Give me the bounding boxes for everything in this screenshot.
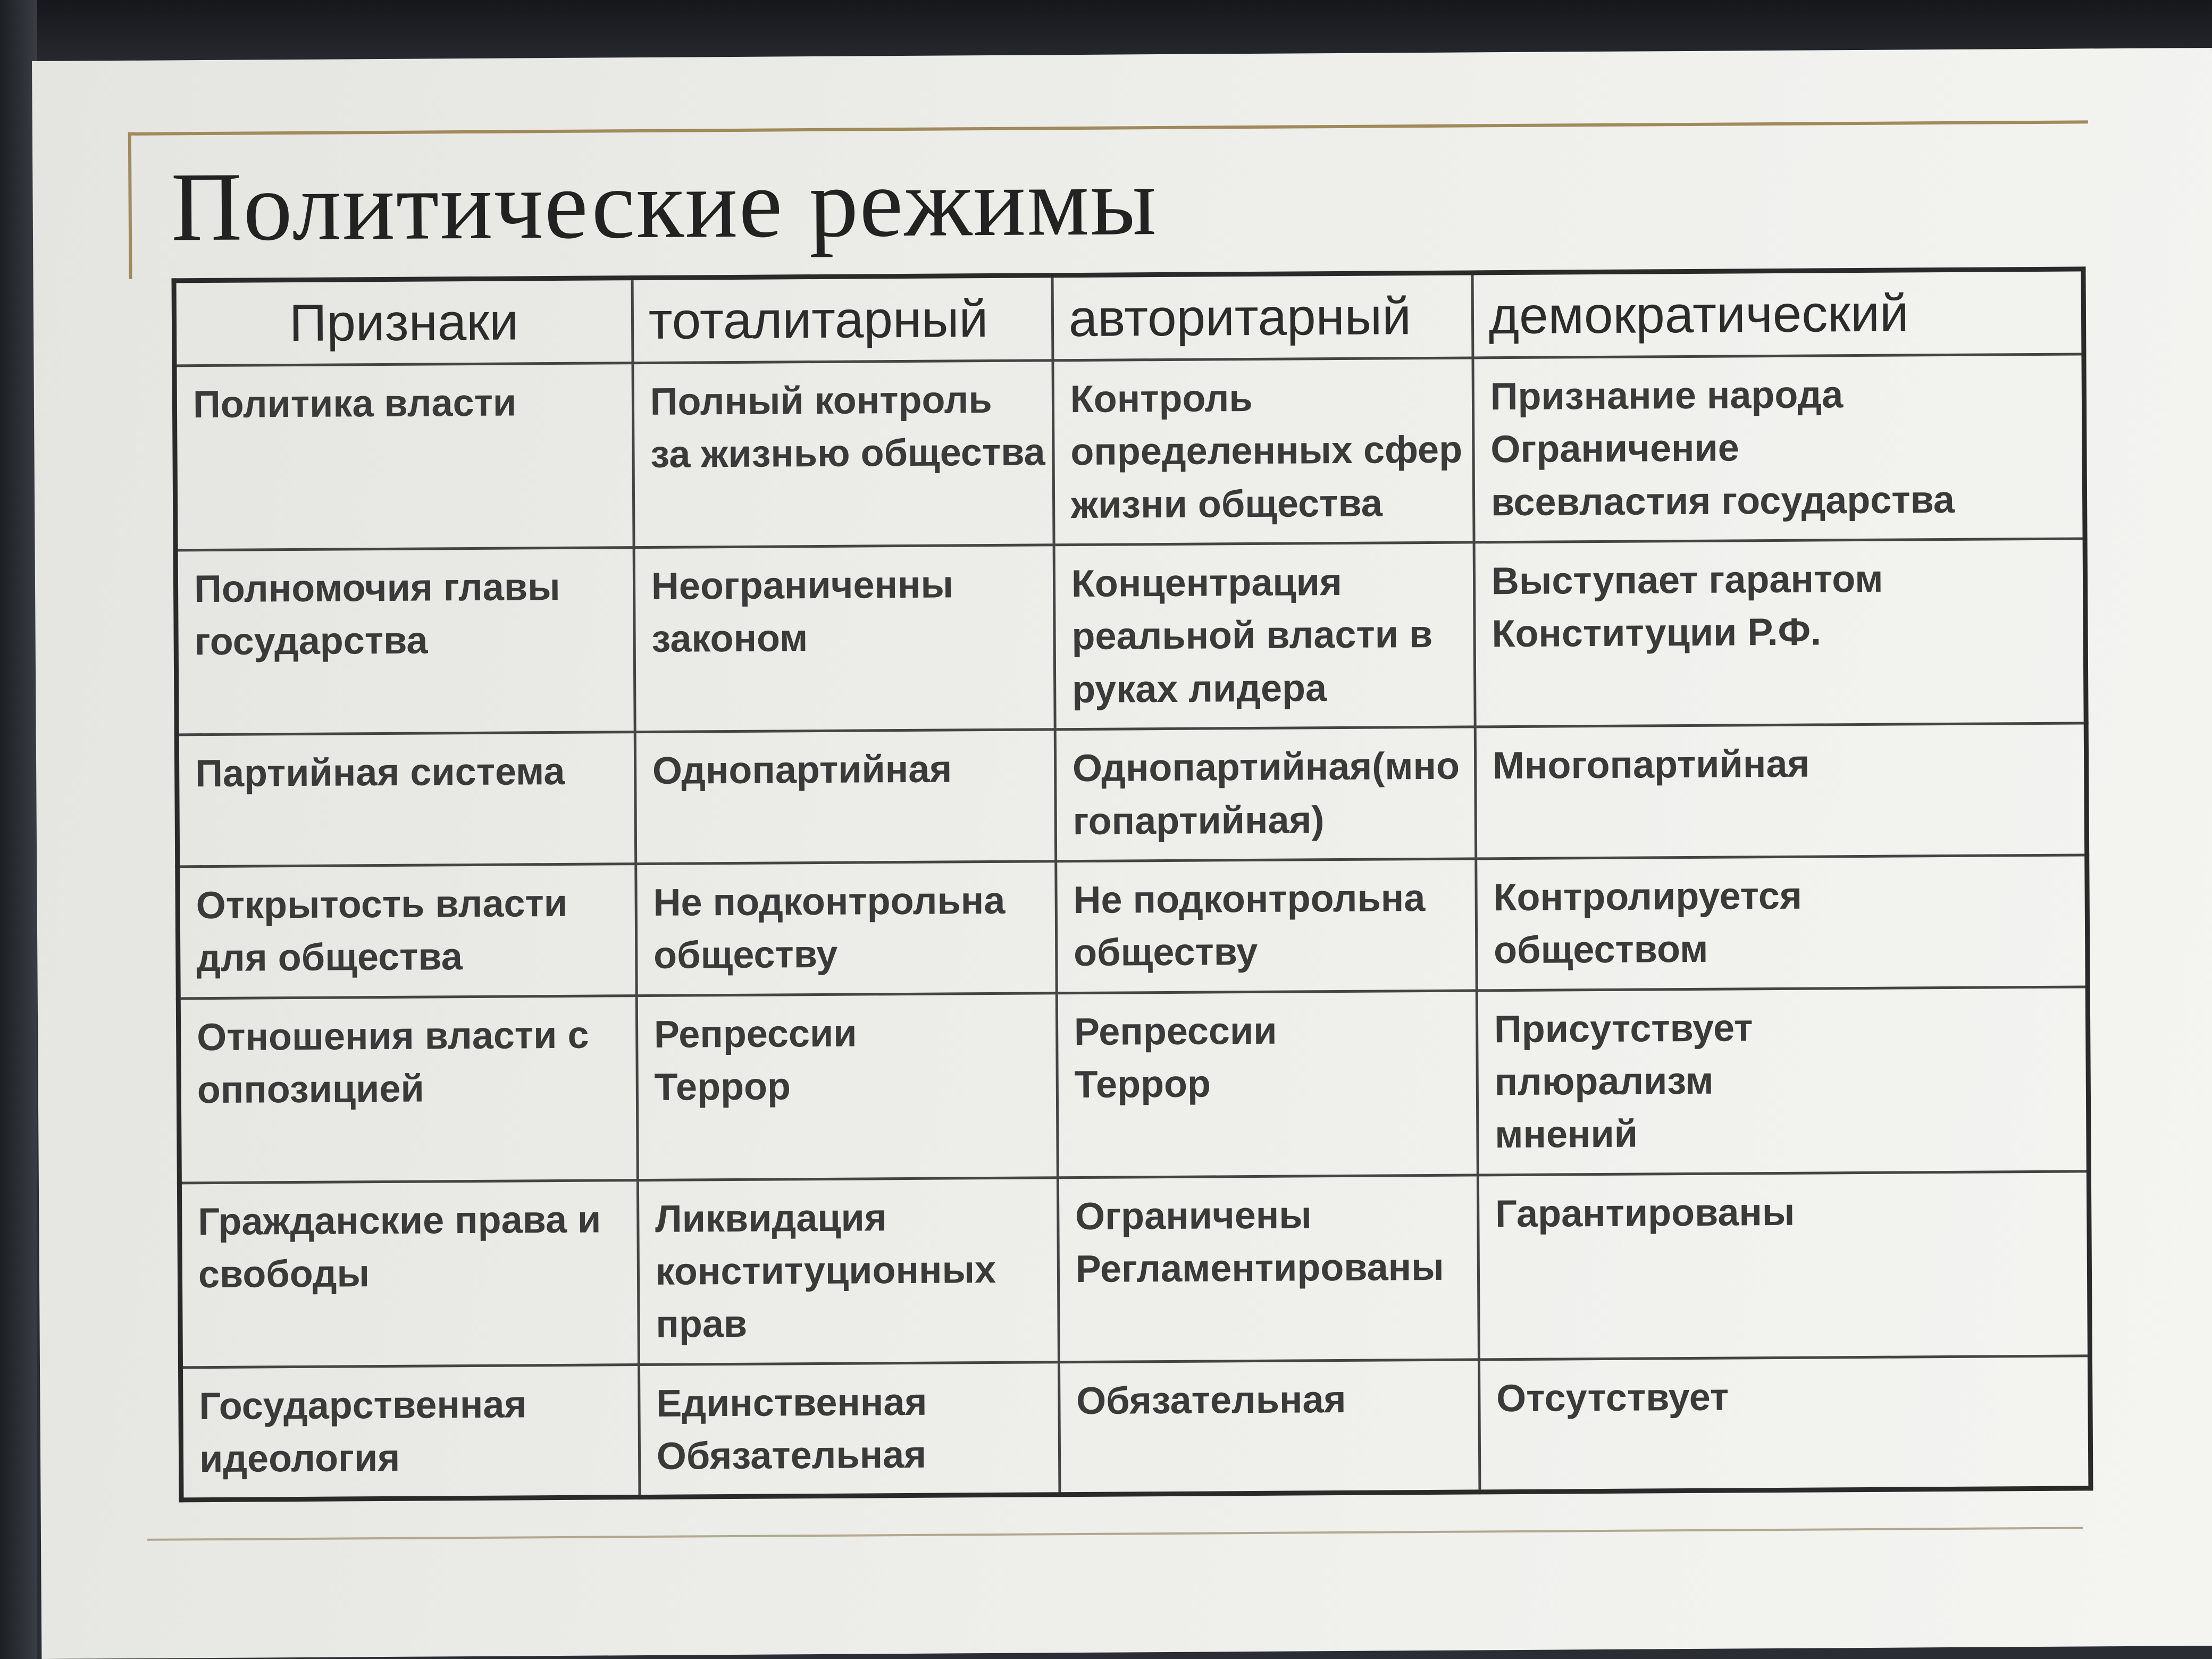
cell-authoritarian: [1058, 1175, 1479, 1362]
cell-criterion: [178, 995, 638, 1183]
cell-line: Террор: [654, 1065, 791, 1109]
cell-line: обществом: [1493, 928, 1708, 972]
cell-line: государства: [194, 619, 428, 664]
cell-criterion: [177, 732, 635, 867]
cell-line: Регламентированы: [1075, 1245, 1444, 1291]
cell-line: Не подконтрольна: [653, 879, 1006, 924]
cell-line: за жизнью общества: [650, 431, 1045, 476]
cell-authoritarian: [1057, 991, 1478, 1178]
table-row: [177, 723, 2087, 867]
cell-criterion: [174, 363, 634, 550]
header-totalitarian: тоталитарный: [632, 275, 1053, 363]
cell-line: Политика власти: [192, 381, 517, 426]
cell-democratic: [1473, 354, 2085, 542]
cell-line: Отсутствует: [1496, 1376, 1729, 1420]
cell-line: гопартийная): [1073, 798, 1325, 843]
header-democratic: демократический: [1472, 269, 2084, 358]
cell-criterion: [178, 864, 636, 998]
cell-democratic: [1474, 539, 2086, 727]
cell-line: Концентрация: [1071, 561, 1343, 606]
table-row: [181, 1356, 2091, 1501]
header-authoritarian: авторитарный: [1052, 273, 1473, 361]
cell-line: Гражданские права и: [198, 1198, 601, 1243]
cell-line: Присутствует: [1494, 1006, 1753, 1051]
cell-line: Гарантированы: [1495, 1191, 1795, 1235]
cell-line: плюрализм: [1494, 1059, 1714, 1104]
cell-line: жизни общества: [1070, 482, 1383, 526]
cell-totalitarian: [636, 861, 1057, 996]
cell-authoritarian: [1059, 1360, 1480, 1495]
cell-line: Террор: [1074, 1062, 1211, 1107]
cell-line: конституционных: [655, 1248, 996, 1293]
table-row: [174, 354, 2085, 550]
cell-democratic: [1478, 1171, 2090, 1360]
cell-line: Однопартийная: [652, 748, 952, 793]
cell-line: Конституции Р.Ф.: [1492, 610, 1822, 656]
cell-line: Репрессии: [1074, 1009, 1277, 1053]
cell-line: обществу: [653, 933, 838, 977]
cell-criterion: [181, 1364, 640, 1500]
cell-democratic: [1479, 1356, 2091, 1493]
cell-line: Однопартийная(мно: [1072, 744, 1460, 790]
political-regimes-table: [171, 266, 2093, 1502]
cell-line: для общества: [196, 935, 463, 980]
cell-line: реальной власти в: [1071, 613, 1433, 658]
cell-criterion: [179, 1180, 639, 1367]
cell-line: Выступает гарантом: [1491, 557, 1883, 603]
bottom-rule-decoration: [147, 1527, 2083, 1540]
cell-line: Не подконтрольна: [1073, 876, 1426, 921]
cell-line: руках лидера: [1071, 666, 1327, 711]
cell-totalitarian: [638, 1177, 1059, 1364]
cell-line: Репрессии: [653, 1012, 857, 1056]
cell-line: Государственная: [199, 1383, 527, 1428]
cell-line: Признание народа: [1490, 373, 1844, 418]
table-row: [178, 855, 2088, 999]
table-header-row: [174, 269, 2084, 366]
cell-line: свободы: [198, 1252, 370, 1296]
cell-democratic: [1477, 987, 2089, 1175]
cell-line: Полномочия главы: [194, 566, 560, 611]
table-row: [179, 1171, 2090, 1368]
cell-totalitarian: [639, 1362, 1060, 1497]
cell-authoritarian: [1055, 727, 1476, 861]
monitor-bezel-left: [0, 0, 37, 1659]
cell-line: Обязательная: [656, 1433, 927, 1478]
table-row: [175, 539, 2086, 735]
cell-line: Контроль: [1070, 376, 1253, 421]
cell-line: прав: [656, 1303, 748, 1346]
cell-line: мнений: [1495, 1112, 1638, 1157]
cell-line: определенных сфер: [1070, 428, 1463, 474]
cell-line: Отношения власти с: [196, 1013, 589, 1059]
cell-line: Единственная: [656, 1380, 927, 1425]
cell-line: обществу: [1073, 931, 1258, 975]
cell-line: законом: [651, 617, 808, 661]
cell-authoritarian: [1053, 358, 1474, 545]
cell-line: Ликвидация: [655, 1196, 887, 1241]
cell-line: Ограничены: [1075, 1194, 1312, 1238]
cell-totalitarian: [634, 545, 1055, 732]
cell-line: оппозицией: [197, 1067, 424, 1112]
cell-democratic: [1476, 855, 2088, 991]
cell-line: Обязательная: [1076, 1378, 1346, 1422]
cell-line: идеология: [199, 1436, 400, 1481]
cell-line: Ограничение: [1490, 426, 1740, 471]
cell-democratic: [1475, 723, 2087, 859]
cell-line: всевластия государства: [1490, 478, 1955, 524]
cell-line: Открытость власти: [196, 882, 568, 927]
cell-line: Многопартийная: [1492, 742, 1810, 787]
slide-title: Политические режимы: [171, 147, 1158, 262]
cell-line: Контролируется: [1493, 874, 1803, 919]
header-criteria: Признаки: [174, 278, 633, 366]
cell-authoritarian: [1054, 542, 1475, 730]
cell-line: Партийная система: [195, 750, 565, 795]
cell-line: Неограниченны: [651, 563, 954, 608]
cell-criterion: [175, 548, 635, 735]
slide: [32, 48, 2212, 1659]
cell-totalitarian: [635, 730, 1056, 864]
cell-totalitarian: [636, 993, 1058, 1180]
table-row: [178, 987, 2089, 1183]
cell-line: Полный контроль: [650, 378, 992, 423]
cell-authoritarian: [1056, 859, 1477, 993]
cell-totalitarian: [633, 361, 1054, 548]
